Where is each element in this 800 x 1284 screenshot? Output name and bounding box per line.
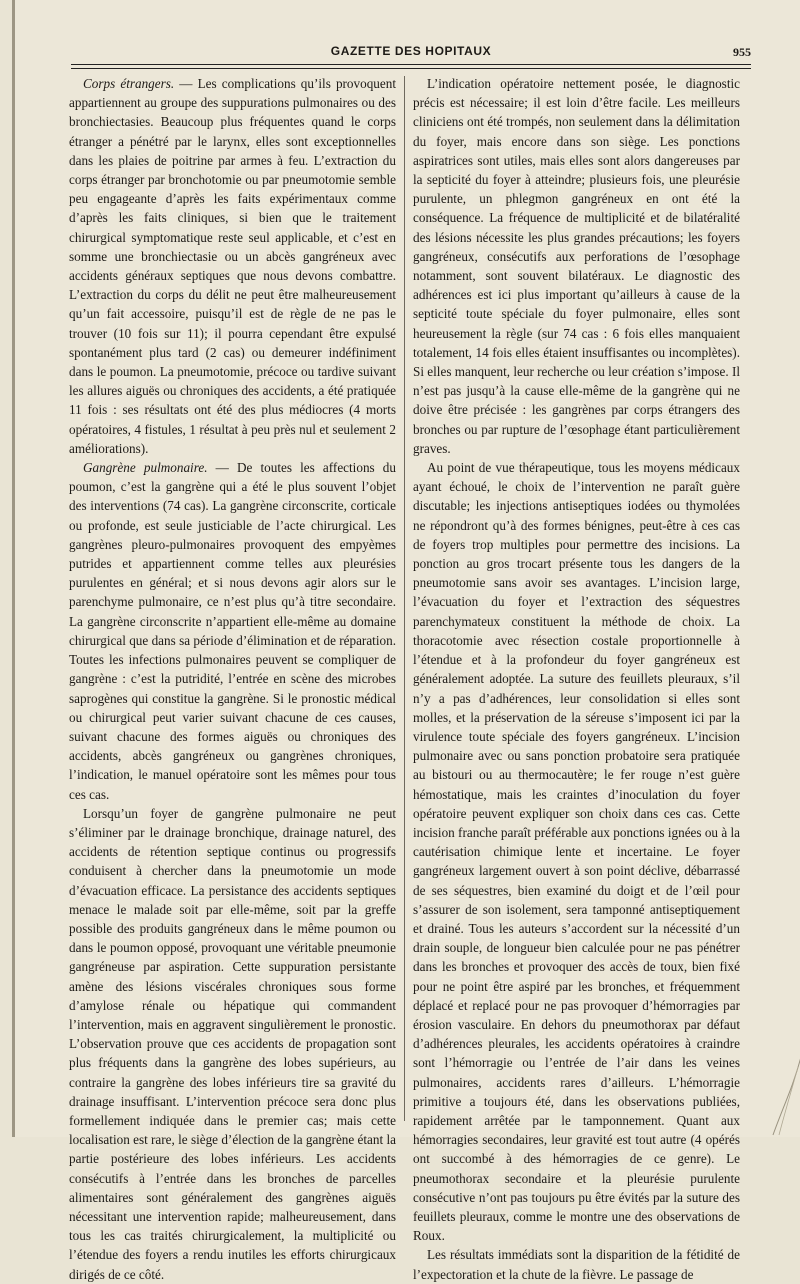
page-crease-mark (743, 1047, 800, 1137)
section-heading: Corps étrangers. (83, 76, 175, 91)
paragraph (413, 74, 740, 458)
running-title: GAZETTE DES HOPITAUX (330, 44, 492, 58)
paragraph-text: — De toutes les affections du poumon, c’est la gangrène qui a été le plus souvent l’objet des interventions (74 cas). La gangrène circonscrite, corticale ou profonde, est seule justiciable de l’acte chirurgical. Les gangrènes pleuro-pulmonaires provoquent des empyèmes putrides et appartiennent comme telles aux pleurésies purulentes en général; et si nous devons agir alors sur le parenchyme pulmonaire, ce n’est plus qu’à titre secondaire. La gangrène circonscrite n’appartient elle-même au domaine chirurgical que dans sa période d’élimination et de réparation. Toutes les infections pulmonaires peuvent se compliquer de gangrène : c’est la putridité, l’entrée en scène des microbes saprogènes qui constitue la gangrène. Si le pronostic médical ou chirurgical peut varier suivant chacune de ces causes, suivant chacune des formes aiguës ou chroniques des accidents, abcès gangréneux ou gangrènes chroniques, l’indication, le manuel opératoire sont les mêmes pour tous ces cas. (69, 460, 396, 802)
column-divider (404, 76, 405, 1121)
paragraph (69, 804, 396, 1284)
paragraph-text: Les résultats immédiats sont la disparition de la fétidité de l’expectoration et la chute de la fièvre. Le passage de (413, 1247, 740, 1282)
paragraph-text: L’indication opératoire nettement posée, le diagnostic précis est nécessaire; il est loin d’être facile. Les meilleurs cliniciens ont été trompés, non seulement dans la délimitation du foyer, mais encore dans son siège. Les ponctions aspiratrices sont utiles, mais elles sont alors dangereuses par la septicité du foyer à atteindre; plusieurs fois, une pleurésie purulente, un phlegmon gangréneux en ont été la conséquence. La fréquence de multiplicité et de bilatéralité des lésions nécessite les plus grandes précautions; les foyers gangréneux, consécutifs aux perforations de l’œsophage notamment, sont souvent bilatéraux. Le diagnostic des adhérences est ici plus important qu’ailleurs à cause de la septicité toute spéciale du foyer pulmonaire, elles sont heureusement la règle (sur 74 cas : 6 fois elles manquaient totalement, 14 fois elles étaient insuffisantes ou incomplètes). Si elles manquent, leur recherche ou leur création s’impose. Il n’est pas jusqu’à la cause elle-même de la gangrène qui ne doive être précisée : les gangrènes par corps étrangers des bronches ou par rupture de l’œsophage étant particulièrement graves. (413, 76, 741, 456)
paragraph (413, 1245, 740, 1283)
header-rule-thin (71, 68, 751, 69)
paragraph-text: — Les complications qu’ils provoquent appartiennent au groupe des suppurations pulmonaires ou des bronchiectasies. Beaucoup plus fréquentes quand le corps étranger a pénétré par le larynx, elles sont exceptionnelles dans les plaies de poitrine par armes à feu. L’extraction du corps étranger par bronchotomie ou par pneumotomie semble peu engageante d’après les faits expérimentaux comme d’après les faits cliniques, si bien que le traitement chirurgical symptomatique reste seul applicable, et c’est en somme une bronchiectasie ou un abcès gangréneux avec accidents généraux septiques que nous devons combattre. L’extraction du corps du délit ne peut être malheureusement qu’un fait accessoire, puisqu’il est de règle de ne pas le trouver (10 fois sur 11); il pourra cependant être expulsé spontanément plus tard (2 cas) ou demeurer indéfiniment dans le poumon. La pneumotomie, précoce ou tardive suivant les allures aiguës ou chroniques des accidents, a été pratiquée 11 fois : ses résultats ont été des plus médiocres (4 morts opératoires, 4 fistules, 1 résultat à peu près nul et seulement 2 améliorations). (69, 76, 397, 456)
paragraph-text: Lorsqu’un foyer de gangrène pulmonaire ne peut s’éliminer par le drainage bronchique, drainage naturel, des accidents de rétention septique continus ou progressifs conduisent à chercher dans la pneumotomie un mode d’évacuation efficace. La persistance des accidents septiques menace le malade soit par elle-même, soit par la greffe possible des produits gangréneux dans le même poumon ou dans le poumon opposé, provoquant une véritable pneumonie gangréneuse par aspiration. Cette suppuration persistante amène des lésions viscérales chroniques sous forme d’amylose rénale ou hépatique qui commandent l’intervention, mais en aggravent singulièrement le pronostic. L’observation prouve que ces accidents de propagation sont plus fréquents dans la gangrène des lobes supérieurs, au contraire la gangrène des lobes inférieurs tire sa gravité du drainage insuffisant. L’intervention précoce sera donc plus formellement indiquée dans le premier cas; mais cette localisation est rare, le siège d’élection de la gangrène étant la partie postérieure des lobes inférieurs. Les accidents consécutifs à l’entrée dans les bronches de parcelles alimentaires sont généralement des gangrènes aiguës nécessitant une intervention rapide; malheureusement, dans tous les cas traités chirurgicalement, la multiplicité ou l’étendue des foyers a rendu inutiles les efforts chirurgicaux dirigés de ce côté. (69, 805, 396, 1282)
paragraph-text: Au point de vue thérapeutique, tous les moyens médicaux ayant échoué, le choix de l’intervention ne paraît guère discutable; les injections antiseptiques iodées ou thymolées ne répondront qu’à des formes bénignes, peut-être à ces cas de foyers trop multiples pour permettre des incisions. La ponction au gros trocart présente tous les dangers de la pneumotomie sans avoir ses avantages. L’incision large, l’évacuation du foyer et l’extraction des séquestres parenchymateux constituent la méthode de choix. La thoracotomie avec résection costale proportionnelle à l’étendue et à la profondeur du foyer gangréneux est généralement adoptée. La suture des feuillets pleuraux, s’il n’y a pas d’adhérences, leur consolidation si elles sont molles, et la préservation de la séreuse s’imposent ici par la virulence toute spéciale des foyers gangréneux. L’incision pulmonaire avec ou sans ponction probatoire sera pratiquée au bistouri ou au thermocautère; le fer rouge n’est guère hémostatique, mais les craintes d’inoculation du foyer opératoire peuvent expliquer son choix dans ces cas. Cette incision franche paraît préférable aux ponctions ignées ou à la cautérisation chimique lente et incertaine. Le foyer gangréneux largement ouvert à son point déclive, débarrassé de ses séquestres, bien examiné du doigt et de l’œil pour s’assurer de son isolement, sera tamponné antiseptiquement et drainé. Tous les auteurs s’accordent sur la nécessité d’un drain souple, de longueur bien calculée pour ne pas pénétrer dans les bronches et provoquer des accès de toux, bien fixé pour ne point être aspiré par les bronches, et fréquemment déplacé et replacé pour ne pas provoquer d’hémorragies par érosion vasculaire. En dehors du pneumothorax par défaut d’adhérences pleurales, les accidents opératoires à craindre sont l’hémorragie ou l’entrée de l’air dans les veines pulmonaires, accidents rares d’ailleurs. L’hémorragie primitive a toujours été, dans les observations publiées, rapidement arrêtée par le tamponnement. Quant aux hémorragies secondaires, leur gravité est tout autre (4 opérés ont succombé à des hémorragies de ce genre). Le pneumothorax secondaire et la pleurésie purulente consécutive n’ont pas toujours pu être évités par la suture des feuillets pleuraux, comme le montre une des observations de Roux. (413, 460, 740, 1244)
section-heading: Gangrène pulmonaire. (83, 460, 208, 476)
page-header (71, 44, 751, 64)
paragraph (69, 458, 396, 804)
newspaper-page (12, 0, 800, 1282)
right-column (413, 74, 740, 1284)
header-rule-thick (71, 64, 751, 65)
paragraph (413, 458, 740, 1245)
page-number: 955 (733, 45, 751, 59)
left-column (69, 74, 396, 1284)
paragraph (69, 74, 396, 458)
